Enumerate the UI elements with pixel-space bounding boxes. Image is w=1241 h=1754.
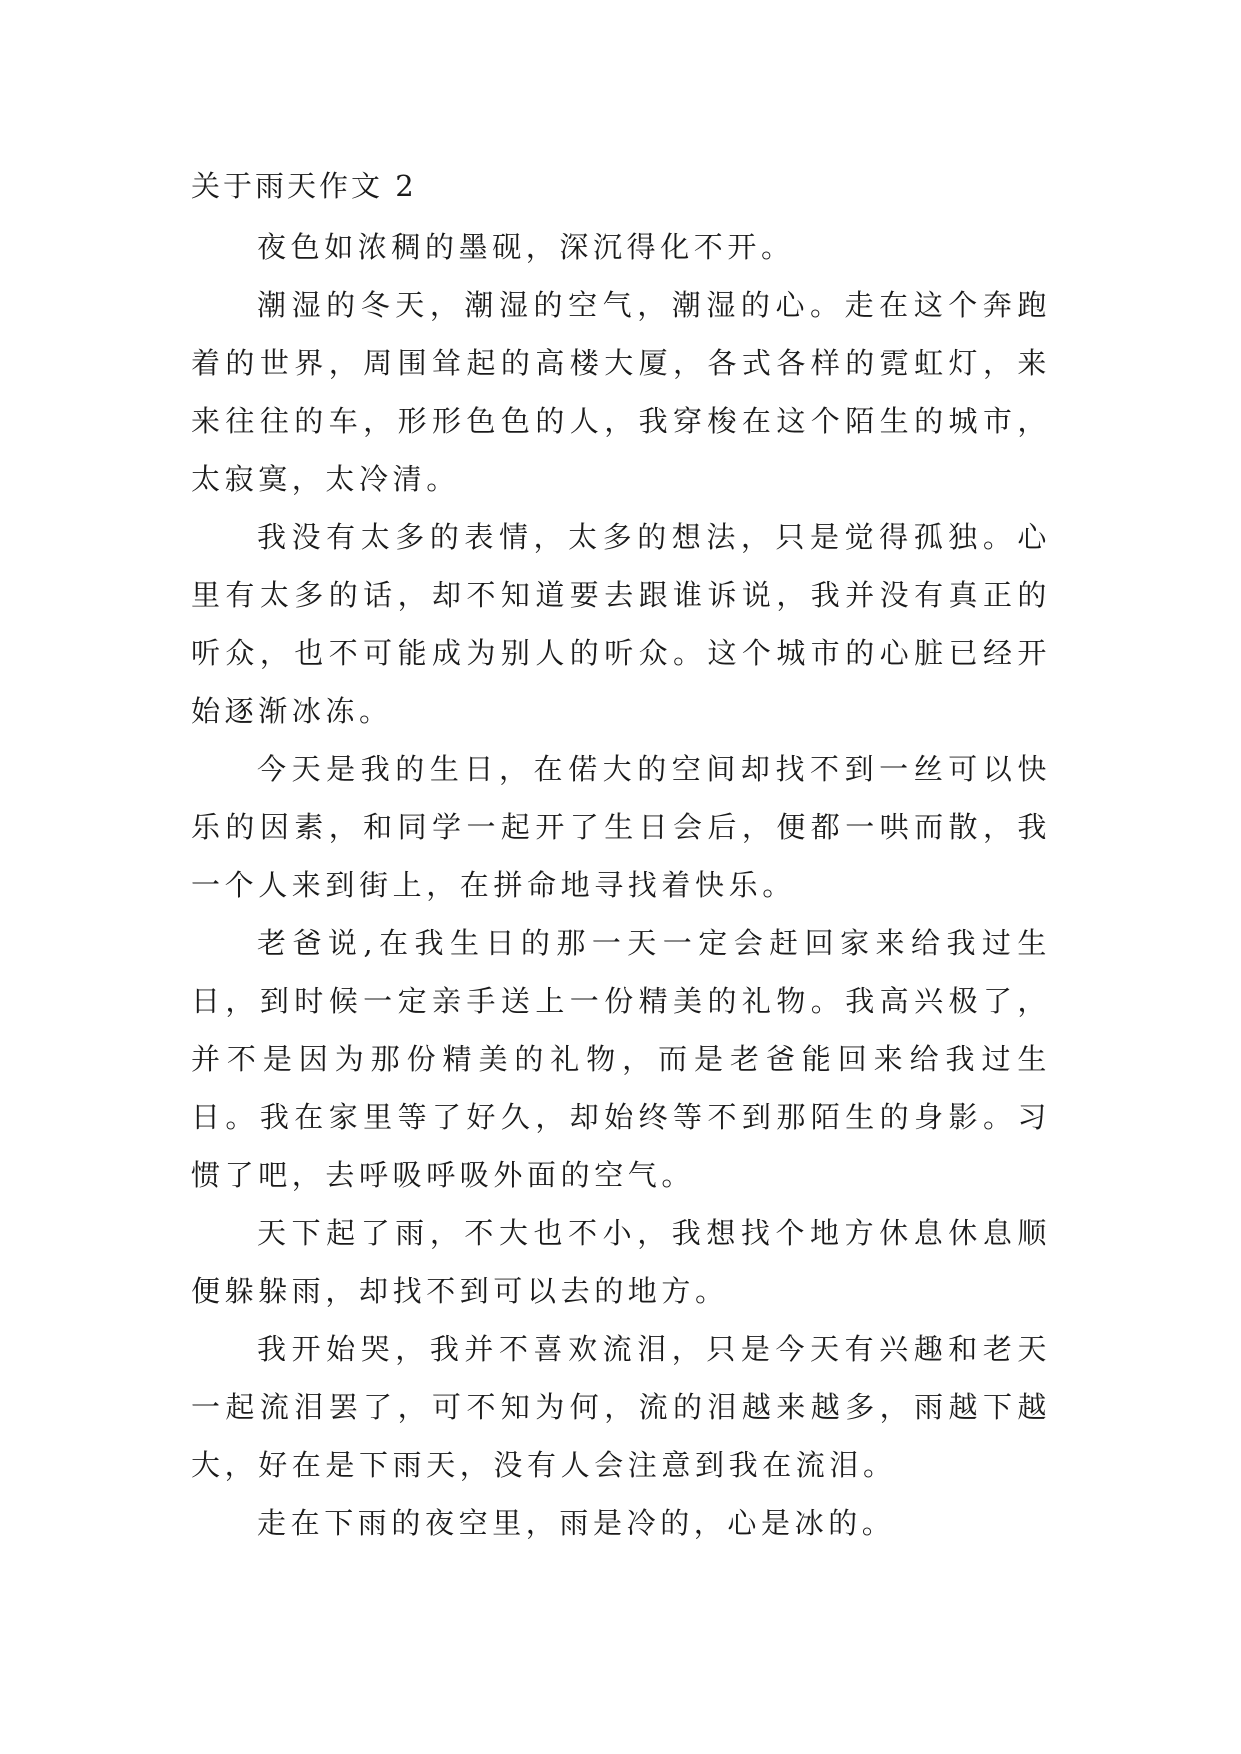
paragraph: 走在下雨的夜空里，雨是冷的，心是冰的。 <box>257 1506 896 1540</box>
paragraph: 天下起了雨，不大也不小，我想找个地方休息休息顺便躲躲雨，却找不到可以去的地方。 <box>191 1216 1051 1308</box>
paragraph: 老爸说,在我生日的那一天一定会赶回家来给我过生日，到时候一定亲手送上一份精美的礼物。我高兴极了，并不是因为那份精美的礼物，而是老爸能回来给我过生日。我在家里等了好久，却始终等不到那陌生的身影。习惯了吧，去呼吸呼吸外面的空气。 <box>191 926 1051 1192</box>
document-title: 关于雨天作文 2 <box>191 169 417 203</box>
paragraph: 今天是我的生日，在偌大的空间却找不到一丝可以快乐的因素，和同学一起开了生日会后，便都一哄而散，我一个人来到街上，在拼命地寻找着快乐。 <box>191 752 1051 902</box>
paragraph: 我开始哭，我并不喜欢流泪，只是今天有兴趣和老天一起流泪罢了，可不知为何，流的泪越来越多，雨越下越大，好在是下雨天，没有人会注意到我在流泪。 <box>191 1332 1051 1482</box>
paragraph: 潮湿的冬天，潮湿的空气，潮湿的心。走在这个奔跑着的世界，周围耸起的高楼大厦，各式各样的霓虹灯，来来往往的车，形形色色的人，我穿梭在这个陌生的城市，太寂寞，太冷清。 <box>191 288 1051 496</box>
paragraph: 我没有太多的表情，太多的想法，只是觉得孤独。心里有太多的话，却不知道要去跟谁诉说，我并没有真正的听众，也不可能成为别人的听众。这个城市的心脏已经开始逐渐冰冻。 <box>191 520 1051 728</box>
document-body <box>191 160 1051 1552</box>
paragraph: 夜色如浓稠的墨砚，深沉得化不开。 <box>257 230 795 264</box>
